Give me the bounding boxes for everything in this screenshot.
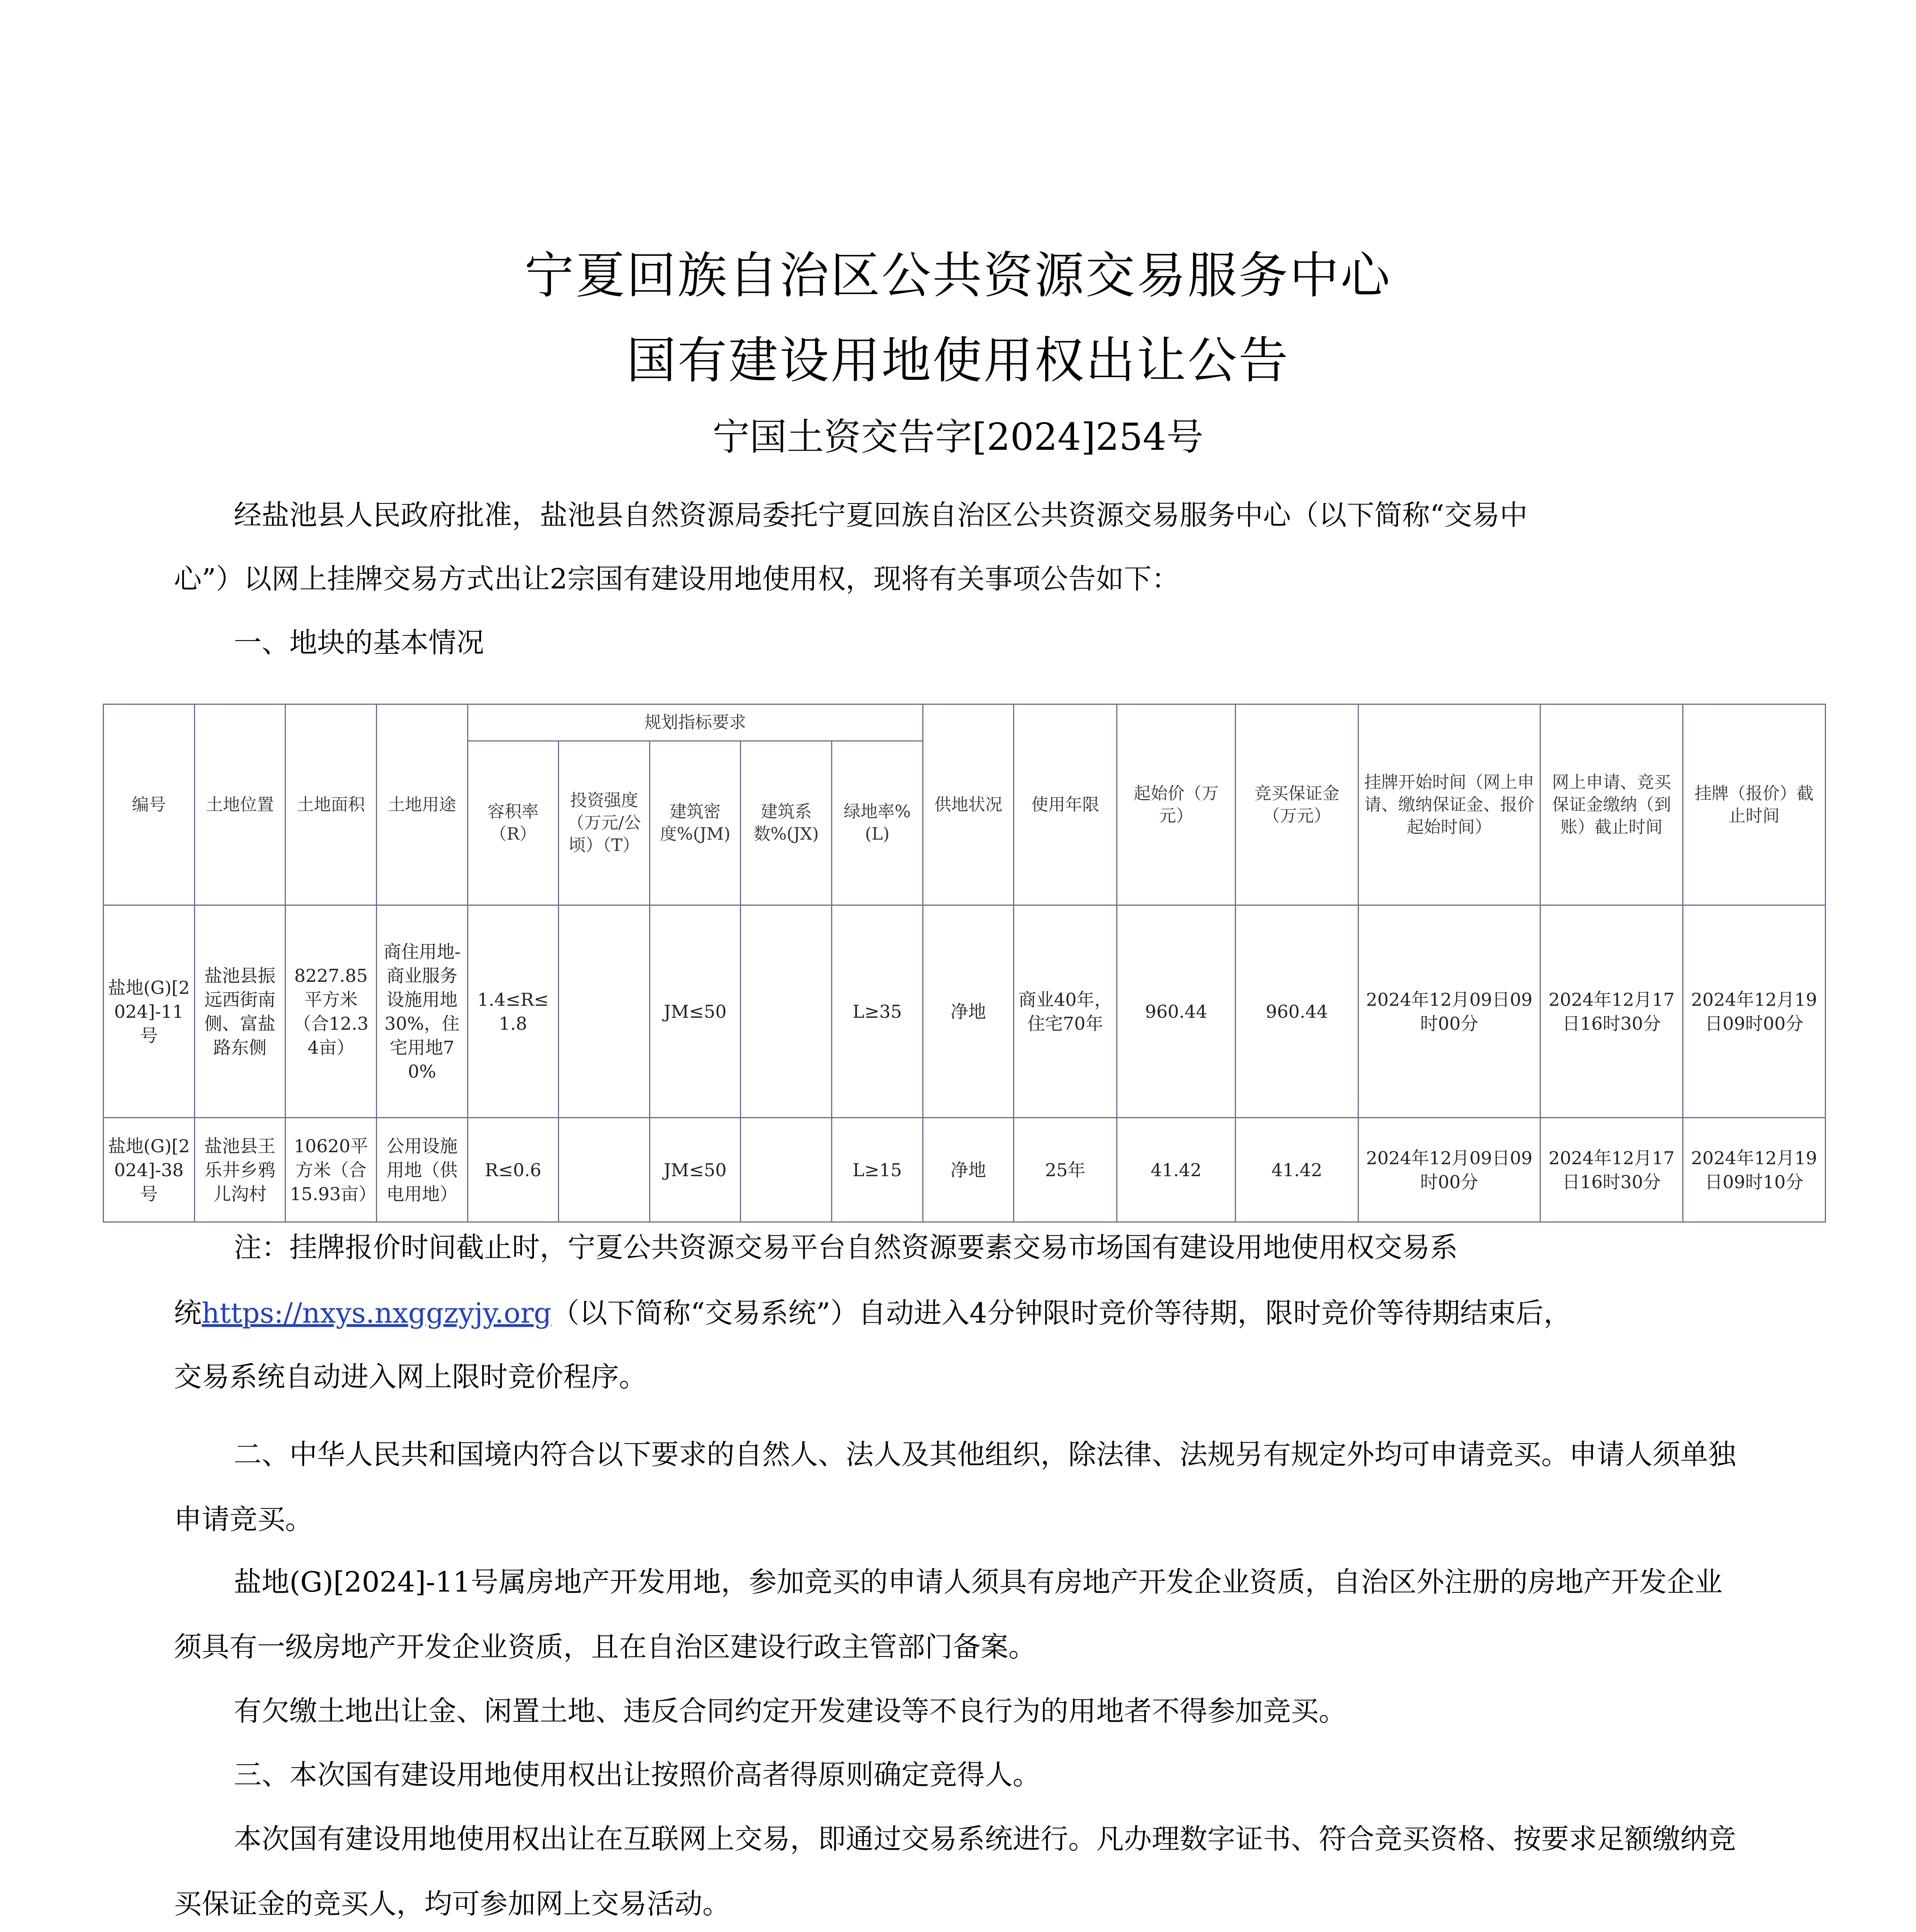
title-line-1: 宁夏回族自治区公共资源交易服务中心 (524, 247, 1392, 304)
header-far: 容积率（R） (468, 741, 559, 905)
header-area: 土地面积 (286, 704, 377, 905)
title-line-2: 国有建设用地使用权出让公告 (626, 332, 1290, 389)
section-3-text: 本次国有建设用地使用权出让在互联网上交易，即通过交易系统进行。凡办理数字证书、符合竞买资格、按要求足额缴纳竞买保证金的竞买人，均可参加网上交易活动。 (174, 1823, 1736, 1920)
note-line-1: 注：挂牌报价时间截止时，宁夏公共资源交易平台自然资源要素交易市场国有建设用地使用权交易系 (234, 1231, 1458, 1264)
header-investment: 投资强度（万元/公顷）（T） (559, 741, 650, 905)
cell-term: 商业40年，住宅70年 (1014, 905, 1117, 1118)
trading-system-link[interactable]: https://nxys.nxggzyjy.org (202, 1297, 552, 1329)
cell-coefficient (741, 905, 832, 1118)
table-row (104, 905, 1826, 1118)
header-planning-group: 规划指标要求 (468, 704, 923, 741)
cell-apply-deadline: 2024年12月17日16时30分 (1540, 1118, 1683, 1222)
cell-listing-end: 2024年12月19日09时10分 (1683, 1118, 1825, 1222)
header-term: 使用年限 (1014, 704, 1117, 905)
cell-listing-start: 2024年12月09日09时00分 (1358, 905, 1540, 1118)
cell-far: R≤0.6 (468, 1118, 559, 1222)
cell-density: JM≤50 (649, 905, 741, 1118)
table-row (104, 1118, 1826, 1222)
cell-coefficient (741, 1118, 832, 1222)
cell-area: 10620平方米（合15.93亩） (286, 1118, 377, 1222)
intro-line-2: 心”）以网上挂牌交易方式出让2宗国有建设用地使用权，现将有关事项公告如下： (174, 563, 1180, 595)
cell-use: 商住用地- 商业服务设施用地30%，住宅用地70% (376, 905, 468, 1118)
cell-far: 1.4≤R≤1.8 (468, 905, 559, 1118)
header-id: 编号 (104, 704, 195, 905)
cell-investment (559, 905, 650, 1118)
cell-use: 公用设施用地（供电用地） (376, 1118, 468, 1222)
cell-term: 25年 (1014, 1118, 1117, 1222)
section-2-para-3: 有欠缴土地出让金、闲置土地、违反合同约定开发建设等不良行为的用地者不得参加竞买。 (234, 1695, 1347, 1727)
cell-location: 盐池县王乐井乡鸦儿沟村 (194, 1118, 286, 1222)
land-parcel-table (103, 704, 1826, 1223)
cell-listing-end: 2024年12月19日09时00分 (1683, 905, 1825, 1118)
note-suffix: （以下简称“交易系统”）自动进入4分钟限时竞价等待期，限时竞价等待期结束后， (551, 1297, 1571, 1329)
cell-start-price: 41.42 (1117, 1118, 1235, 1222)
note-prefix: 统 (174, 1297, 202, 1329)
cell-supply: 净地 (923, 1118, 1014, 1222)
header-coefficient: 建筑系数%(JX) (741, 741, 832, 905)
cell-listing-start: 2024年12月09日09时00分 (1358, 1118, 1540, 1222)
cell-area: 8227.85平方米（合12.34亩） (286, 905, 377, 1118)
note-line-3: 交易系统自动进入网上限时竞价程序。 (174, 1361, 647, 1393)
cell-location: 盐池县振远西街南侧、富盐路东侧 (194, 905, 286, 1118)
header-supply: 供地状况 (923, 704, 1014, 905)
cell-id: 盐地(G)[2024]-38号 (104, 1118, 195, 1222)
header-apply-deadline: 网上申请、竞买保证金缴纳（到账）截止时间 (1540, 704, 1683, 905)
header-density: 建筑密度%(JM) (649, 741, 741, 905)
header-listing-end: 挂牌（报价）截止时间 (1683, 704, 1825, 905)
section-1-heading: 一、地块的基本情况 (234, 626, 485, 659)
cell-id: 盐地(G)[2024]-11号 (104, 905, 195, 1118)
cell-density: JM≤50 (649, 1118, 741, 1222)
header-location: 土地位置 (194, 704, 286, 905)
document-number: 宁国土资交告字[2024]254号 (712, 415, 1204, 459)
section-2-para-2: 盐地(G)[2024]-11号属房地产开发用地，参加竞买的申请人须具有房地产开发企业资质，自治区外注册的房地产开发企业须具有一级房地产开发企业资质，且在自治区建设行政主管部门备案。 (174, 1566, 1723, 1663)
cell-start-price: 960.44 (1117, 905, 1235, 1118)
section-3-heading: 三、本次国有建设用地使用权出让按照价高者得原则确定竞得人。 (234, 1759, 1041, 1791)
cell-deposit: 41.42 (1236, 1118, 1358, 1222)
cell-green: L≥35 (832, 905, 923, 1118)
note-line-2 (174, 1291, 1571, 1331)
header-start-price: 起始价（万元） (1117, 704, 1235, 905)
cell-deposit: 960.44 (1236, 905, 1358, 1118)
cell-green: L≥15 (832, 1118, 923, 1222)
section-2-text: 二、中华人民共和国境内符合以下要求的自然人、法人及其他组织，除法律、法规另有规定外均可申请竞买。申请人须单独申请竞买。 (174, 1438, 1736, 1536)
header-use: 土地用途 (376, 704, 468, 905)
header-listing-start: 挂牌开始时间（网上申请、缴纳保证金、报价起始时间） (1358, 704, 1540, 905)
cell-investment (559, 1118, 650, 1222)
header-green: 绿地率%(L) (832, 741, 923, 905)
intro-line-1: 经盐池县人民政府批准，盐池县自然资源局委托宁夏回族自治区公共资源交易服务中心（以下简称“交易中 (234, 499, 1528, 531)
cell-apply-deadline: 2024年12月17日16时30分 (1540, 905, 1683, 1118)
cell-supply: 净地 (923, 905, 1014, 1118)
header-deposit: 竞买保证金（万元） (1236, 704, 1358, 905)
